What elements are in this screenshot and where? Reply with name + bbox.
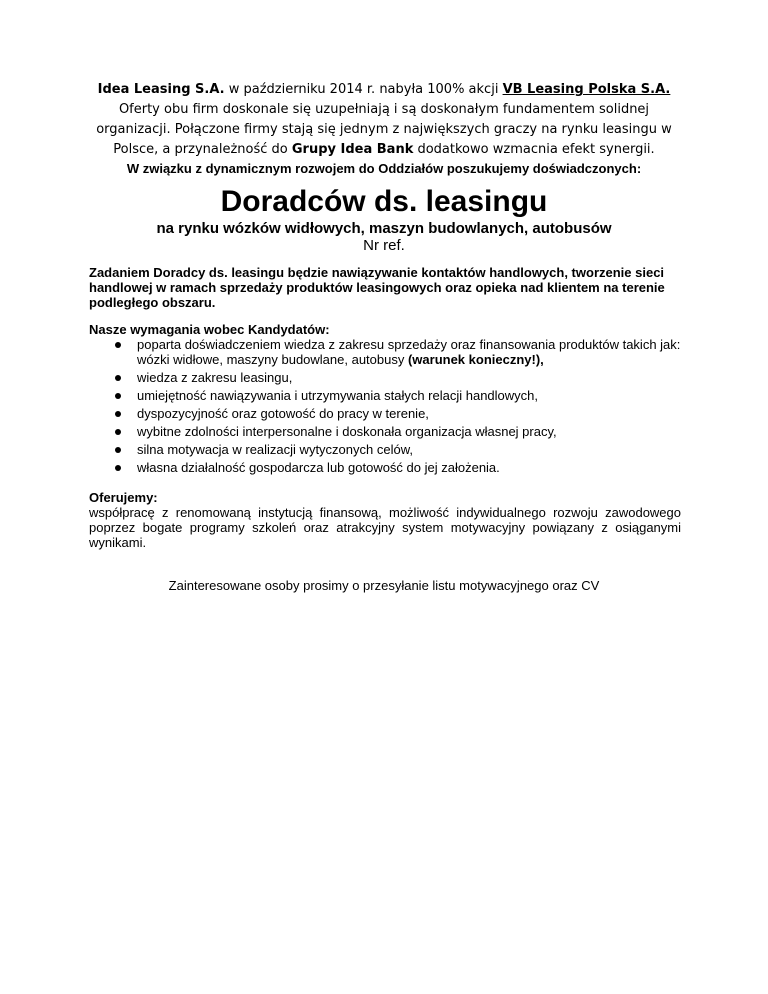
bullet-icon [115,393,121,399]
requirement-text: umiejętność nawiązywania i utrzymywania stałych relacji handlowych, [137,388,539,403]
company-name: Idea Leasing S.A. [97,82,225,97]
intro-text-1: w październiku 2014 r. nabyła 100% akcji [224,82,503,97]
requirements-heading: Nasze wymagania wobec Kandydatów: [89,322,330,337]
offer-text: współpracę z renomowaną instytucją finansową, możliwość indywidualnego rozwoju zawodowego poprzez bogate programy szkoleń oraz atrakcyjny system motywacyjny powiązany z osiąganymi wynikami. [89,505,681,550]
requirement-item [89,460,689,475]
task-description: Zadaniem Doradcy ds. leasingu będzie nawiązywanie kontaktów handlowych, tworzenie sieci handlowej w ramach sprzedaży produktów leasingowych oraz opieka nad klientem na terenie podległego obszaru. [89,265,665,310]
requirement-item [89,424,689,439]
requirement-item [89,337,689,367]
requirement-text: dyspozycyjność oraz gotowość do pracy w terenie, [137,406,429,421]
offer-heading: Oferujemy: [89,490,158,505]
bullet-icon [115,411,121,417]
job-subtitle: na rynku wózków widłowych, maszyn budowlanych, autobusów [156,220,612,237]
group-name: Grupy Idea Bank [291,142,414,157]
requirement-item [89,406,689,421]
requirement-condition: (warunek konieczny!), [407,352,544,367]
closing-note: Zainteresowane osoby prosimy o przesyłanie listu motywacyjnego oraz CV [168,578,600,593]
bullet-icon [115,429,121,435]
intro-text-2: Oferty obu firm doskonale się uzupełniają i są doskonałym fundamentem solidnej organizacji. Połączone firmy stają się jednym z największych graczy na rynku leasingu w Polsce, a przynależność do [96,102,672,157]
reference-number: Nr ref. [363,237,405,254]
requirement-item [89,442,689,457]
acquired-company-name: VB Leasing Polska S.A. [502,82,671,97]
requirement-item [89,370,689,385]
intro-text-3: dodatkowo wzmacnia efekt synergii. [413,142,655,157]
bullet-icon [115,375,121,381]
requirement-text: silna motywacja w realizacji wytyczonych celów, [137,442,413,457]
requirement-text: wiedza z zakresu leasingu, [137,370,293,385]
requirements-list [89,337,689,478]
requirement-text: wybitne zdolności interpersonalne i doskonała organizacja własnej pracy, [137,424,557,439]
requirement-item [89,388,689,403]
company-intro-paragraph [88,80,680,160]
requirement-text: poparta doświadczeniem wiedza z zakresu sprzedaży oraz finansowania produktów takich jak: wózki widłowe, maszyny budowlane, autobusy [137,337,681,367]
job-title: Doradców ds. leasingu [220,185,548,218]
recruitment-lead: W związku z dynamicznym rozwojem do Oddziałów poszukujemy doświadczonych: [126,161,642,176]
bullet-icon [115,342,121,348]
requirement-text: własna działalność gospodarcza lub gotowość do jej założenia. [137,460,500,475]
bullet-icon [115,465,121,471]
bullet-icon [115,447,121,453]
